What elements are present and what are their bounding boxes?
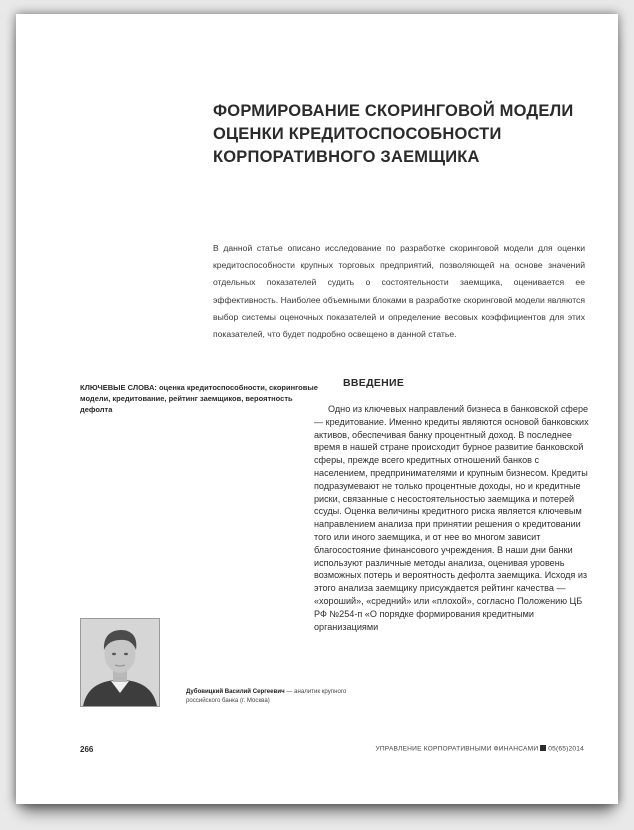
article-title: ФОРМИРОВАНИЕ СКОРИНГОВОЙ МОДЕЛИ ОЦЕНКИ КРЕДИТОСПОСОБНОСТИ КОРПОРАТИВНОГО ЗАЕМЩИКА <box>213 102 574 166</box>
article-abstract: В данной статье описано исследование по разработке скоринговой модели для оценки кредитоспособности крупных торговых предприятий, позволяющей на основе значений отдельных показателей судить о состоятельности заемщика, оценивается ее эффективность. Наиболее объемными блоками в разработке скоринговой модели являются выбор системы оценочных показателей и определение весовых коэффициентов для этих показателей, что будет подробно освещено в данной статье. <box>213 243 585 340</box>
author-portrait-image <box>81 619 159 706</box>
issue-number: 05(65)2014 <box>548 745 584 753</box>
keywords-block <box>80 382 318 415</box>
keywords-label: КЛЮЧЕВЫЕ СЛОВА: <box>80 383 157 392</box>
square-separator-icon <box>540 745 546 751</box>
article-body-text: Одно из ключевых направлений бизнеса в банковской сфере — кредитование. Именно кредиты являются основой банковских активов, обеспечивая банку процентный доход. В последнее время в нашей стране происходит бурное развитие банковской сферы, прежде всего кредитных отношений банков с населением, предпринимателями и крупным бизнесом. Кредиты подразумевают не только процентные доходы, но и кредитные риски, связанные с несостоятельностью заемщика и потерей ссуды. Оценка величины кредитного риска является ключевым направлением анализа при принятии решения о кредитовании того или иного заемщика, и от нее во многом зависит благосостояние финансового учреждения. В наши дни банки используют различные методы анализа, оценивая уровень возможных потерь и вероятность дефолта заемщика. Исходя из этого анализа заемщику присуждается рейтинг качества — «хороший», «средний» или «плохой», согласно Положению ЦБ РФ №254-п «О порядке формирования кредитными организациями <box>314 404 589 632</box>
page-number: 266 <box>80 745 94 754</box>
author-photo <box>80 618 160 707</box>
journal-name: УПРАВЛЕНИЕ КОРПОРАТИВНЫМИ ФИНАНСАМИ <box>375 745 539 753</box>
author-description: — аналитик крупного российского банка (г. Москва) <box>186 688 347 705</box>
author-name: Дубовицкий Василий Сергеевич <box>186 688 285 695</box>
running-footer <box>375 745 584 753</box>
keywords-list: оценка кредитоспособности, скоринговые модели, кредитование, рейтинг заемщиков, вероятность дефолта <box>80 383 318 414</box>
section-heading-introduction: ВВЕДЕНИЕ <box>343 377 405 389</box>
author-caption <box>186 687 356 705</box>
magazine-page <box>16 14 618 804</box>
